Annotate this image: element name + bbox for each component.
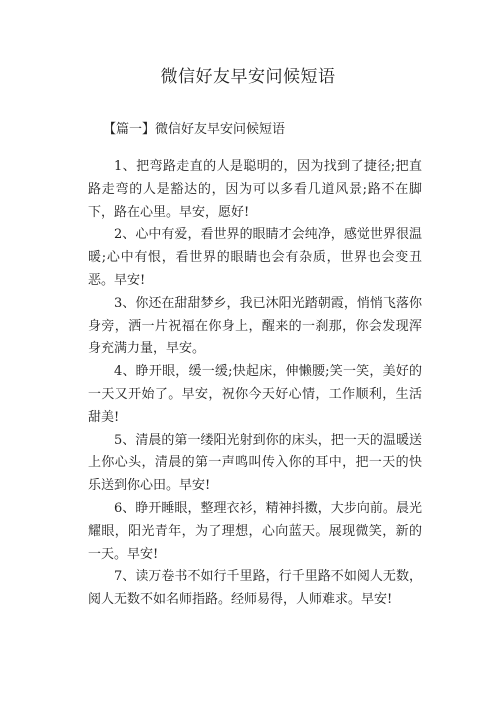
section-heading: 【篇一】微信好友早安问候短语	[103, 122, 286, 137]
paragraph-6: 6、睁开睡眼，整理衣衫，精神抖擞，大步向前。晨光耀眼，阳光青年，为了理想，心向蓝天。展现微笑，新的一天。早安!	[88, 500, 422, 562]
paragraph-3: 3、你还在甜甜梦乡，我已沐阳光踏朝霞，悄悄飞落你身旁，洒一片祝福在你身上，醒来的一刹那，你会发现浑身充满力量，早安。	[88, 295, 422, 357]
paragraph-5: 5、清晨的第一缕阳光射到你的床头，把一天的温暖送上你心头，清晨的第一声鸣叫传入你的耳中，把一天的快乐送到你心田。早安!	[88, 432, 422, 494]
paragraph-4: 4、睁开眼，缓一缓;快起床，伸懒腰;笑一笑，美好的一天又开始了。早安，祝你今天好心情，工作顺利，生活甜美!	[88, 364, 422, 425]
document-body	[88, 156, 422, 612]
document-title: 微信好友早安问候短语	[160, 67, 336, 87]
paragraph-7: 7、读万卷书不如行千里路，行千里路不如阅人无数，阅人无数不如名师指路。经师易得，人师难求。早安!	[88, 569, 422, 608]
paragraph-1: 1、把弯路走直的人是聪明的，因为找到了捷径;把直路走弯的人是豁达的，因为可以多看几道风景;路不在脚下，路在心里。早安，愿好!	[88, 159, 422, 220]
paragraph-2: 2、心中有爱，看世界的眼睛才会纯净，感觉世界很温暖;心中有恨，看世界的眼睛也会有杂质，世界也会变丑恶。早安!	[88, 227, 422, 288]
